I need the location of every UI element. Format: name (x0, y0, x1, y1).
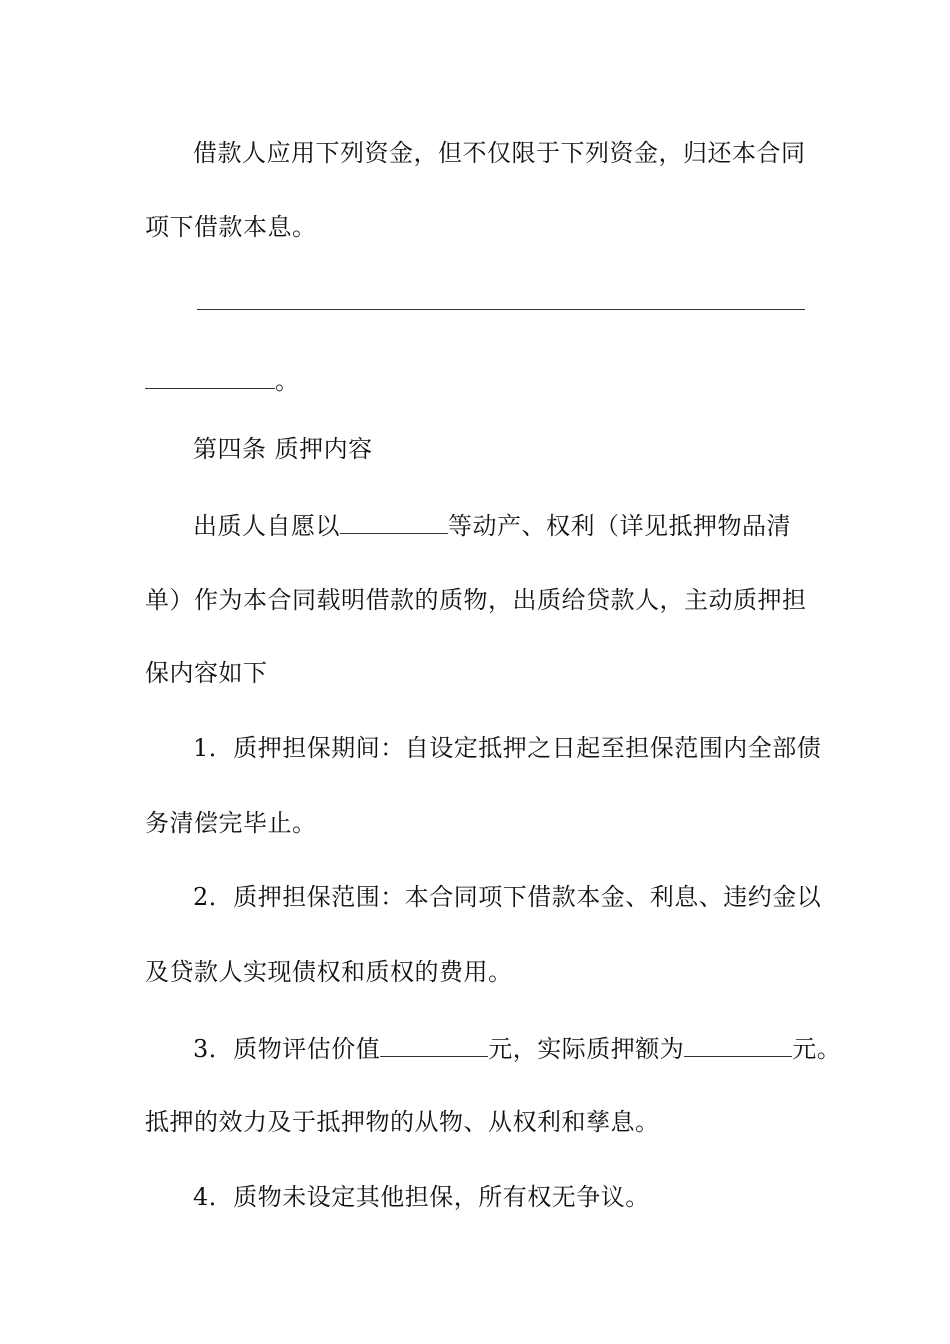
fill-in-blank (684, 1032, 792, 1057)
fill-in-blank-line (197, 309, 805, 310)
text-segment: 出质人自愿以 (193, 512, 340, 540)
paragraph-line: 单）作为本合同载明借款的质物，出质给贷款人，主动质押担 (145, 586, 807, 614)
list-item-line: 2．质押担保范围：本合同项下借款本金、利息、违约金以 (193, 883, 822, 911)
paragraph-line: 借款人应用下列资金，但不仅限于下列资金，归还本合同 (193, 139, 806, 167)
paragraph-line: 项下借款本息。 (145, 213, 317, 241)
article-heading: 第四条 质押内容 (193, 435, 373, 463)
list-item-line: 4．质物未设定其他担保，所有权无争议。 (193, 1183, 650, 1211)
list-item-line: 及贷款人实现债权和质权的费用。 (145, 958, 513, 986)
list-item-line: 抵押的效力及于抵押物的从物、从权利和孳息。 (145, 1108, 660, 1136)
text-segment: 3．质物评估价值 (193, 1035, 381, 1063)
list-item-line: 务清偿完毕止。 (145, 809, 317, 837)
paragraph-line (145, 364, 300, 397)
text-segment: 元，实际质押额为 (488, 1035, 685, 1063)
list-item-line: 1．质押担保期间：自设定抵押之日起至担保范围内全部债 (193, 734, 822, 762)
period-mark: 。 (275, 367, 300, 395)
paragraph-line: 保内容如下 (145, 659, 268, 687)
list-item-line (193, 1032, 841, 1065)
text-segment: 等动产、权利（详见抵押物品清 (448, 512, 791, 540)
fill-in-blank (145, 364, 275, 389)
fill-in-blank (380, 1032, 488, 1057)
text-segment: 元。 (792, 1035, 842, 1063)
fill-in-blank (340, 509, 448, 534)
paragraph-line (193, 509, 791, 542)
